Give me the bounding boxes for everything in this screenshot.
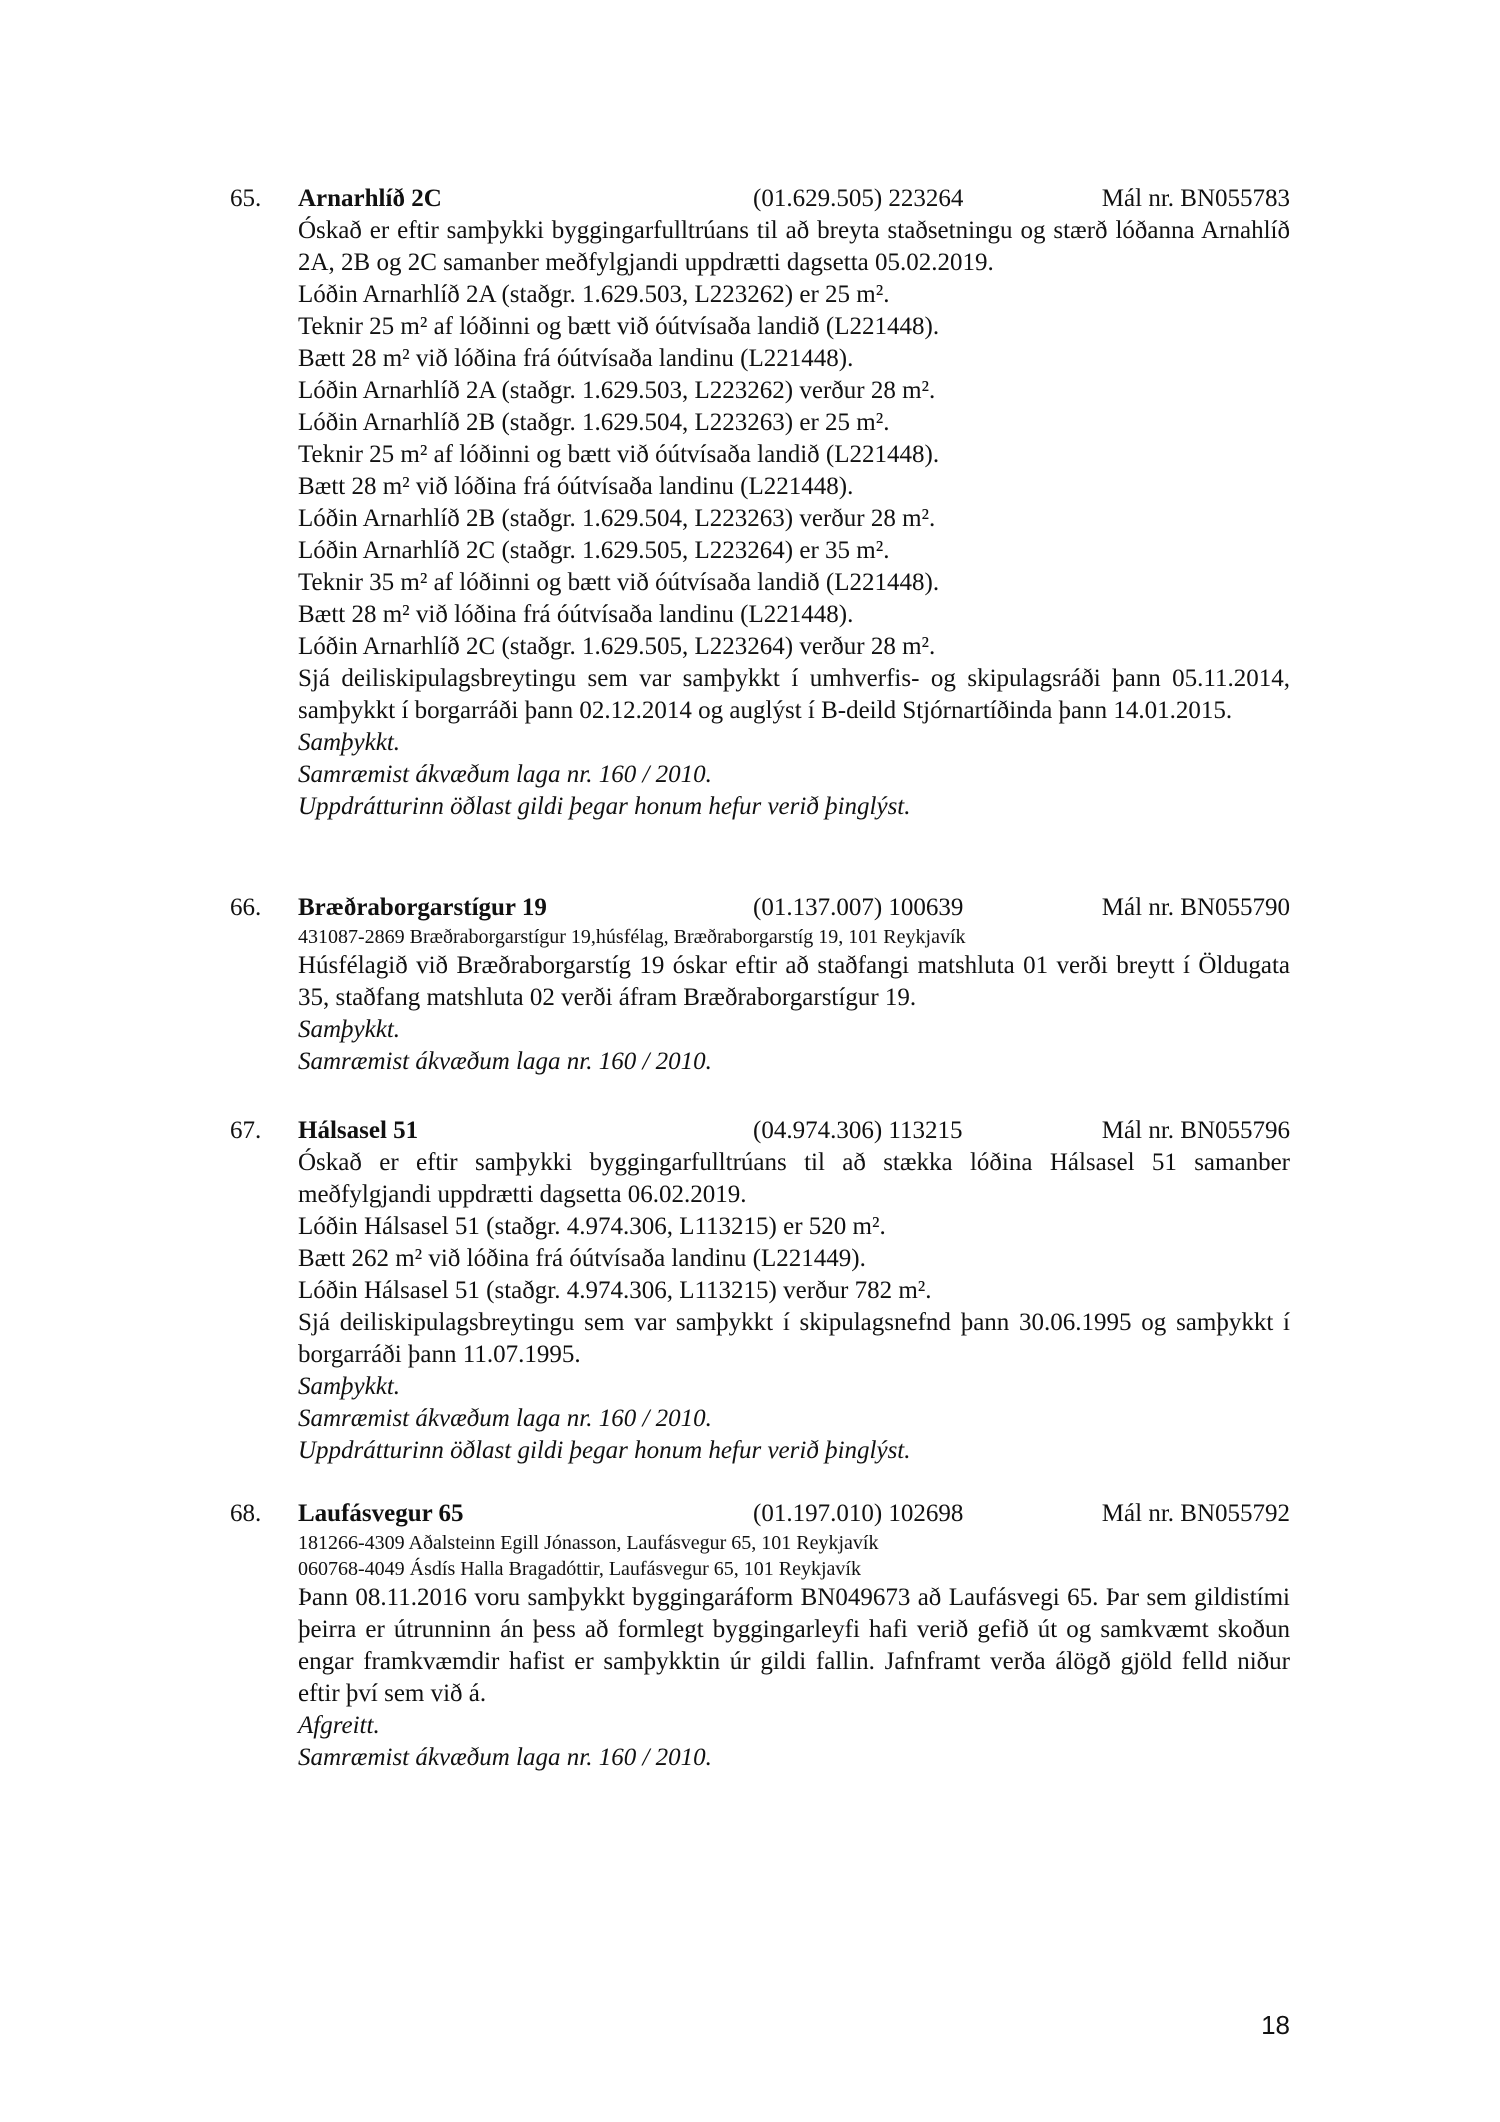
entry-body	[298, 1530, 1290, 1774]
entry-case-number: Mál nr. BN055790	[1101, 894, 1290, 921]
entry-number: 65.	[230, 185, 262, 212]
entry-decision: Afgreitt.	[298, 1712, 380, 1739]
entry-decision: Samræmist ákvæðum laga nr. 160 / 2010.	[298, 1048, 712, 1075]
case-entry-68	[230, 1497, 1290, 1774]
entry-header	[230, 1497, 1290, 1530]
entry-paragraph: Bætt 28 m² við lóðina frá óútvísaða landinu (L221448).	[298, 473, 854, 500]
page-number: 18	[1261, 2010, 1290, 2040]
entry-paragraph: Teknir 25 m² af lóðinni og bætt við óútvísaða landið (L221448).	[298, 441, 940, 468]
entry-paragraph: Þann 08.11.2016 voru samþykkt byggingaráform BN049673 að Laufásvegi 65. Þar sem gildistími þeirra er útrunninn án þess að formlegt byggingarleyfi hafi verið gefið út og samkvæmt skoðun engar framkvæmdir hafist er samþykktin úr gildi fallin. Jafnframt verða álögð gjöld felld niður eftir því sem við á.	[298, 1584, 1290, 1707]
entry-owner: 431087-2869 Bræðraborgarstígur 19,húsfélag, Bræðraborgarstíg 19, 101 Reykjavík	[298, 926, 966, 948]
entry-body	[298, 215, 1290, 823]
entry-decision: Samræmist ákvæðum laga nr. 160 / 2010.	[298, 761, 712, 788]
entry-number: 67.	[230, 1117, 262, 1144]
entry-number: 68.	[230, 1500, 262, 1527]
entry-property-code: (01.629.505) 223264	[753, 185, 964, 212]
entry-decision: Uppdrátturinn öðlast gildi þegar honum hefur verið þinglýst.	[298, 793, 911, 820]
entry-paragraph: Óskað er eftir samþykki byggingarfulltrúans til að stækka lóðina Hálsasel 51 samanber meðfylgjandi uppdrætti dagsetta 06.02.2019.	[298, 1149, 1290, 1208]
entry-owner: 181266-4309 Aðalsteinn Egill Jónasson, Laufásvegur 65, 101 Reykjavík	[298, 1532, 879, 1554]
entry-owner: 060768-4049 Ásdís Halla Bragadóttir, Laufásvegur 65, 101 Reykjavík	[298, 1558, 861, 1580]
entry-address: Bræðraborgarstígur 19	[298, 894, 547, 921]
entry-paragraph: Lóðin Hálsasel 51 (staðgr. 4.974.306, L113215) verður 782 m².	[298, 1277, 932, 1304]
entry-header	[230, 182, 1290, 215]
entry-case-number: Mál nr. BN055783	[1101, 185, 1290, 212]
entry-address: Laufásvegur 65	[298, 1500, 464, 1527]
entry-number: 66.	[230, 894, 262, 921]
entry-paragraph: Sjá deiliskipulagsbreytingu sem var samþykkt í skipulagsnefnd þann 30.06.1995 og samþykkt í borgarráði þann 11.07.1995.	[298, 1309, 1290, 1368]
entry-decision: Samræmist ákvæðum laga nr. 160 / 2010.	[298, 1744, 712, 1771]
entry-paragraph: Bætt 28 m² við lóðina frá óútvísaða landinu (L221448).	[298, 601, 854, 628]
entry-paragraph: Óskað er eftir samþykki byggingarfulltrúans til að breyta staðsetningu og stærð lóðanna Arnahlíð 2A, 2B og 2C samanber meðfylgjandi uppdrætti dagsetta 05.02.2019.	[298, 217, 1290, 276]
case-entry-66	[230, 891, 1290, 1078]
entry-body	[298, 1147, 1290, 1467]
entry-paragraph: Teknir 25 m² af lóðinni og bætt við óútvísaða landið (L221448).	[298, 313, 940, 340]
entry-paragraph: Lóðin Arnarhlíð 2C (staðgr. 1.629.505, L223264) verður 28 m².	[298, 633, 936, 660]
entry-body	[298, 924, 1290, 1078]
entry-decision: Samþykkt.	[298, 1373, 401, 1400]
entry-header	[230, 1114, 1290, 1147]
entry-address: Arnarhlíð 2C	[298, 185, 442, 212]
entry-paragraph: Húsfélagið við Bræðraborgarstíg 19 óskar eftir að staðfangi matshluta 01 verði breytt í Öldugata 35, staðfang matshluta 02 verði áfram Bræðraborgarstígur 19.	[298, 952, 1290, 1011]
entry-paragraph: Lóðin Arnarhlíð 2C (staðgr. 1.629.505, L223264) er 35 m².	[298, 537, 890, 564]
entry-paragraph: Lóðin Arnarhlíð 2A (staðgr. 1.629.503, L223262) verður 28 m².	[298, 377, 936, 404]
entry-paragraph: Teknir 35 m² af lóðinni og bætt við óútvísaða landið (L221448).	[298, 569, 940, 596]
entry-header	[230, 891, 1290, 924]
case-entry-67	[230, 1114, 1290, 1467]
entry-case-number: Mál nr. BN055796	[1101, 1117, 1290, 1144]
entry-paragraph: Lóðin Arnarhlíð 2B (staðgr. 1.629.504, L223263) verður 28 m².	[298, 505, 936, 532]
entry-property-code: (01.197.010) 102698	[753, 1500, 964, 1527]
entry-paragraph: Lóðin Hálsasel 51 (staðgr. 4.974.306, L113215) er 520 m².	[298, 1213, 886, 1240]
entry-decision: Samþykkt.	[298, 1016, 401, 1043]
entry-paragraph: Bætt 262 m² við lóðina frá óútvísaða landinu (L221449).	[298, 1245, 866, 1272]
entry-case-number: Mál nr. BN055792	[1101, 1500, 1290, 1527]
entry-decision: Samþykkt.	[298, 729, 401, 756]
entry-property-code: (04.974.306) 113215	[753, 1117, 963, 1144]
entry-paragraph: Bætt 28 m² við lóðina frá óútvísaða landinu (L221448).	[298, 345, 854, 372]
entry-decision: Uppdrátturinn öðlast gildi þegar honum hefur verið þinglýst.	[298, 1437, 911, 1464]
entry-paragraph: Lóðin Arnarhlíð 2A (staðgr. 1.629.503, L223262) er 25 m².	[298, 281, 890, 308]
entry-paragraph: Lóðin Arnarhlíð 2B (staðgr. 1.629.504, L223263) er 25 m².	[298, 409, 890, 436]
entry-address: Hálsasel 51	[298, 1117, 419, 1144]
entry-property-code: (01.137.007) 100639	[753, 894, 964, 921]
entry-paragraph: Sjá deiliskipulagsbreytingu sem var samþykkt í umhverfis- og skipulagsráði þann 05.11.2014, samþykkt í borgarráði þann 02.12.2014 og auglýst í B-deild Stjórnartíðinda þann 14.01.2015.	[298, 665, 1290, 724]
entry-decision: Samræmist ákvæðum laga nr. 160 / 2010.	[298, 1405, 712, 1432]
case-entry-65	[230, 182, 1290, 823]
